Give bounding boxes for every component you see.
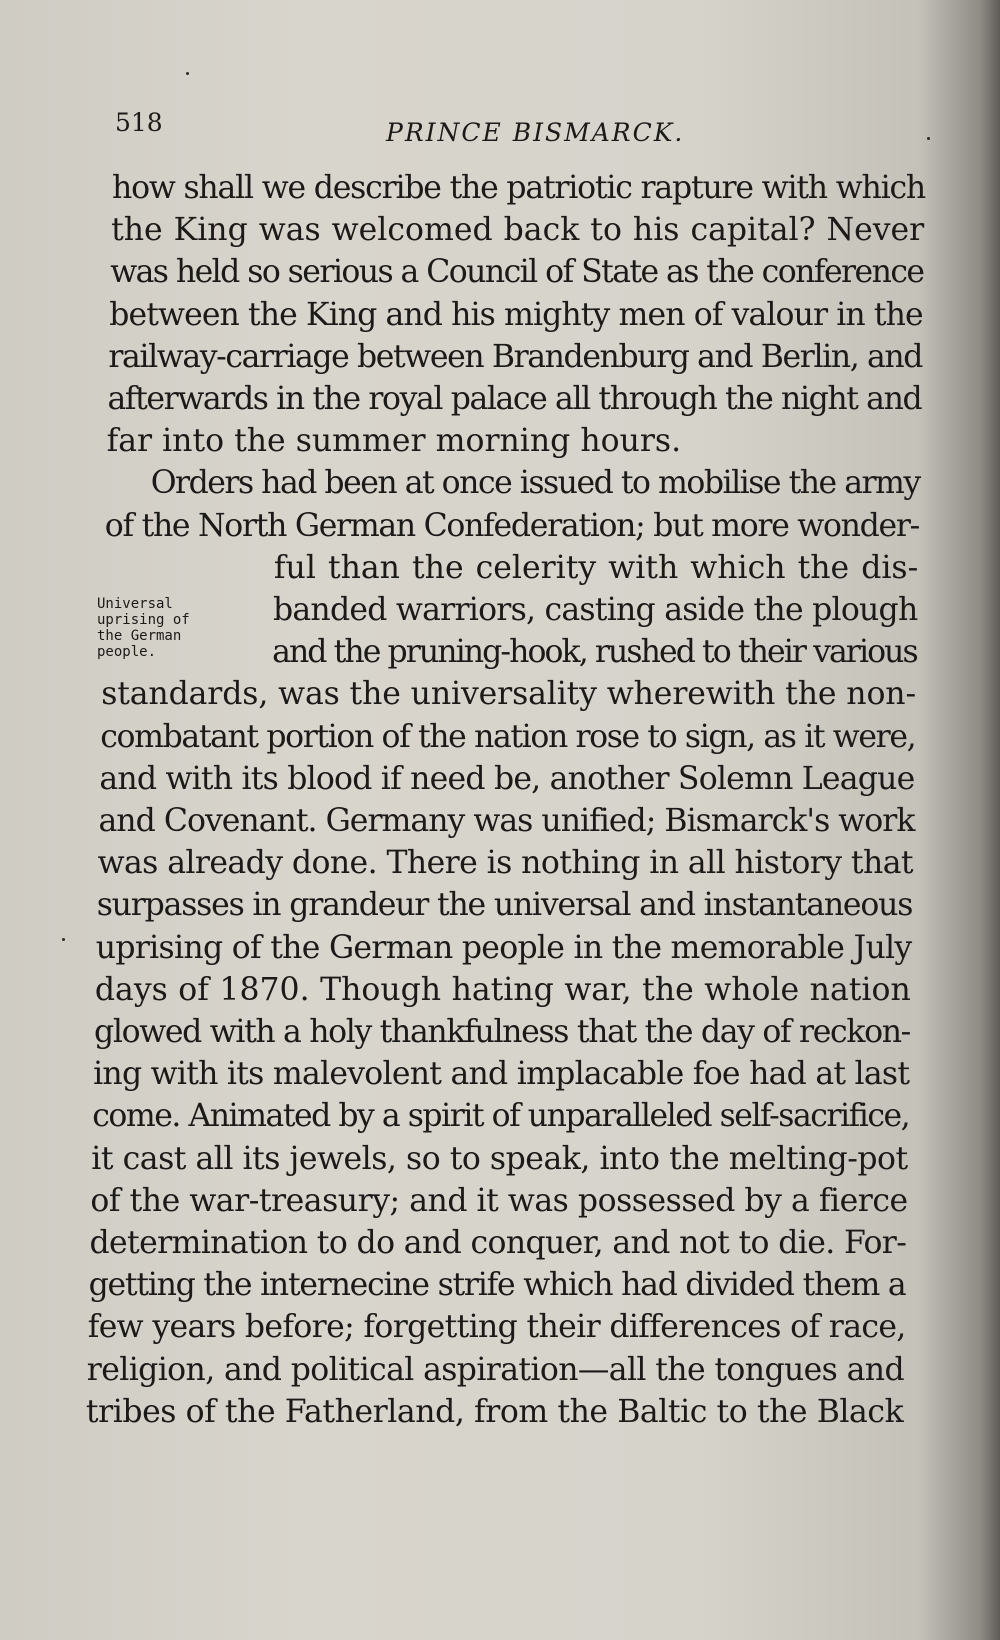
margin-note-line: people. [97, 644, 157, 660]
text-line [151, 465, 920, 501]
text-line-content: of the North German Confederation; but more wonder- [104, 507, 919, 544]
text-line [88, 1309, 905, 1345]
margin-note-line: Universal [97, 596, 173, 612]
text-line-content: afterwards in the royal palace all through the night and [107, 381, 922, 417]
text-line-content: glowed with a holy thankfulness that the day of reckon- [94, 1014, 910, 1050]
margin-note-line: the German [97, 628, 182, 644]
text-line [110, 254, 923, 290]
text-line [101, 676, 916, 712]
text-line [99, 761, 914, 797]
text-line-content: come. Animated by a spirit of unparalleled self-sacrifice, [92, 1098, 910, 1135]
text-line-content: was already done. There is nothing in all history that [97, 845, 913, 882]
text-line [95, 972, 911, 1008]
text-line-content: tribes of the Fatherland, from the Baltic to the Black [85, 1393, 904, 1430]
text-line [96, 930, 912, 966]
text-line-content: Orders had been at once issued to mobilise the army [150, 465, 920, 502]
paper-speck [62, 938, 65, 941]
text-line [90, 1225, 907, 1261]
text-line-content: surpasses in grandeur the universal and instantaneous [96, 887, 913, 924]
text-line [100, 719, 915, 755]
text-line [94, 1014, 910, 1050]
text-line [272, 634, 917, 670]
text-line [273, 592, 918, 628]
text-line-content: banded warriors, casting aside the plough [273, 592, 918, 628]
text-line-content: ing with its malevolent and implacable foe had at last [93, 1056, 910, 1093]
text-line [105, 508, 919, 544]
text-line-content: of the war-treasury; and it was possessed by a fierce [90, 1182, 908, 1219]
text-line-content: the King was welcomed back to his capital? Never [111, 212, 925, 249]
text-line [108, 339, 922, 375]
text-line [107, 423, 921, 459]
paper-speck [927, 137, 930, 140]
text-line-content: determination to do and conquer, and not to die. For- [89, 1225, 907, 1261]
text-line [97, 887, 913, 923]
text-line-content: combatant portion of the nation rose to sign, as it were, [100, 718, 916, 755]
text-line [89, 1267, 906, 1303]
text-line-content: and with its blood if need be, another Solemn League [99, 760, 915, 797]
margin-note-line: uprising of [97, 612, 190, 628]
text-line [99, 803, 914, 839]
text-line [109, 297, 922, 333]
text-line-content: and the pruning-hook, rushed to their various [272, 634, 917, 671]
text-line-content: days of 1870. Though hating war, the whole nation [94, 971, 911, 1008]
text-line [86, 1394, 903, 1430]
text-line [90, 1183, 907, 1219]
text-line-content: and Covenant. Germany was unified; Bismarck's work [98, 803, 915, 839]
text-line [111, 212, 924, 248]
text-line-content: how shall we describe the patriotic rapture with which [112, 170, 925, 206]
text-line-content: between the King and his mighty men of valour in the [109, 296, 923, 333]
text-line [87, 1352, 904, 1388]
text-line-content: was held so serious a Council of State as the conference [110, 254, 924, 291]
text-line-content: ful than the celerity with which the dis- [273, 549, 919, 586]
running-title: PRINCE BISMARCK. [386, 118, 685, 147]
text-line [98, 845, 913, 881]
text-line-content: uprising of the German people in the memorable July [95, 929, 912, 966]
text-line-content: railway-carriage between Brandenburg and Berlin, and [108, 338, 922, 375]
page-number: 518 [115, 108, 163, 137]
text-line-content: standards, was the universality wherewith the non- [101, 676, 916, 713]
text-line-content: it cast all its jewels, so to speak, into the melting-pot [91, 1140, 908, 1177]
text-line-content: few years before; forgetting their differences of race, [87, 1309, 906, 1346]
text-line [93, 1056, 909, 1092]
text-line-content: religion, and political aspiration—all the tongues and [86, 1351, 904, 1388]
text-line [92, 1098, 908, 1134]
text-line [91, 1141, 907, 1177]
text-line-content: far into the summer morning hours. [106, 423, 682, 460]
text-line-content: getting the internecine strife which had divided them a [88, 1267, 906, 1304]
text-line [112, 170, 925, 206]
text-line [274, 550, 918, 586]
text-line [108, 381, 922, 417]
paper-speck [186, 72, 189, 75]
